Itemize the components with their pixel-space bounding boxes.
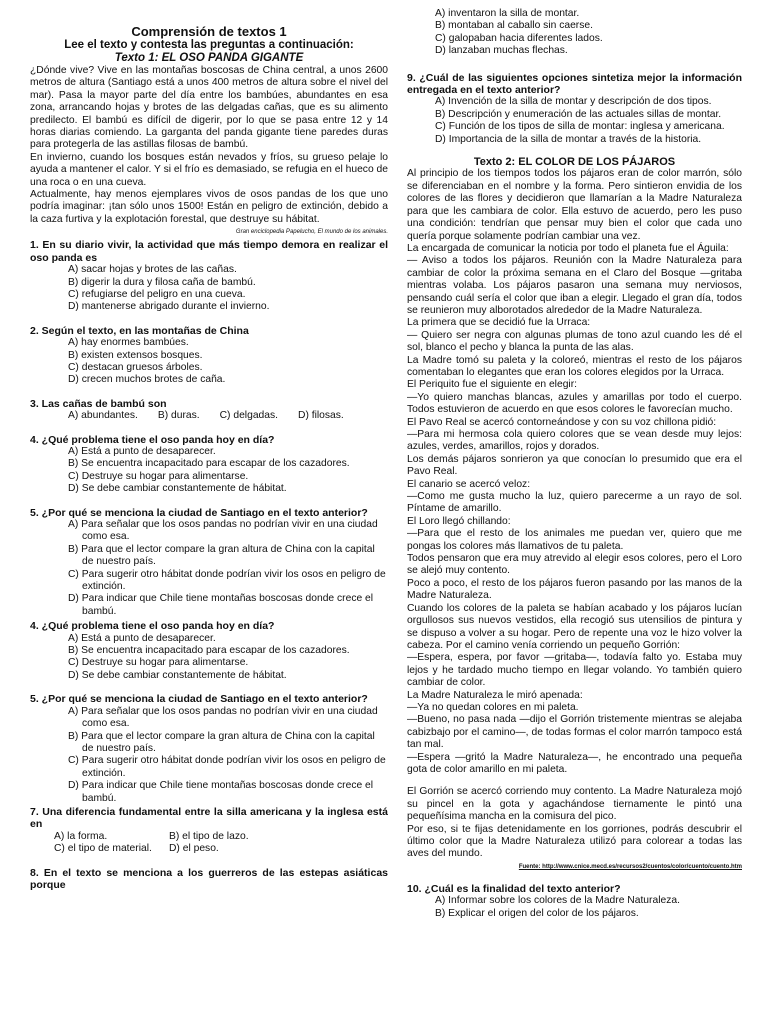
text2-line: —Para que el resto de los animales me puedan ver, quiero que me pongas los colores más llamativos de tu paleta. bbox=[407, 528, 742, 552]
answer-option[interactable]: B) Descripción y enumeración de las actuales sillas de montar. bbox=[435, 108, 722, 120]
answer-option[interactable]: A) Está a punto de desaparecer. bbox=[68, 632, 216, 644]
answer-option[interactable]: A) la forma. bbox=[54, 830, 108, 842]
answer-option[interactable]: C) destacan gruesos árboles. bbox=[68, 361, 203, 373]
answer-option[interactable]: D) filosas. bbox=[298, 410, 344, 422]
text2-line: Cuando los colores de la paleta se habían acabado y los pájaros lucían orgullosos sus nuevos vestidos, ella recogió sus utensilios de pintura y se dispuso a volver a su hogar. Pero de repente una voz le hizo volver la cabeza. Por el camino venía corriendo un pequeño Gorrión: bbox=[407, 602, 742, 651]
question-3: 3. Las cañas de bambú son bbox=[30, 397, 167, 410]
question-8: 8. En el texto se menciona a los guerreros de las estepas asiáticas porque bbox=[30, 866, 388, 891]
answer-option[interactable]: C) Para sugerir otro hábitat donde podrían vivir los osos en peligro de extinción. bbox=[68, 568, 386, 593]
text2-source[interactable]: Fuente: http://www.cnice.mecd.es/recursos2/cuentos/color/cuento/cuento.htm bbox=[518, 863, 742, 870]
text2-line: Todos pensaron que era muy atrevido al elegir esos colores, pero el Loro se alejó muy contento. bbox=[407, 553, 742, 577]
answer-option[interactable]: A) hay enormes bambúes. bbox=[68, 337, 189, 349]
answer-option[interactable]: B) digerir la dura y filosa caña de bambú. bbox=[68, 276, 256, 288]
text2-line: El Loro llegó chillando: bbox=[407, 515, 511, 527]
text1-source: Gran enciclopedia Papelucho, El mundo de los animales. bbox=[235, 229, 388, 236]
answer-option[interactable]: D) el peso. bbox=[169, 843, 219, 855]
answer-option[interactable]: A) sacar hojas y brotes de las cañas. bbox=[68, 264, 237, 276]
question-7: 7. Una diferencia fundamental entre la silla americana y la inglesa está en bbox=[30, 805, 388, 831]
text2-line: El Periquito fue el siguiente en elegir: bbox=[407, 379, 578, 391]
text2-line: —Espera —gritó la Madre Naturaleza—, he encontrado una pequeña gota de color amarillo en mi paleta. bbox=[407, 751, 742, 775]
answer-option[interactable]: B) Para que el lector compare la gran altura de China con la capital de nuestro país. bbox=[68, 730, 375, 754]
answer-option[interactable]: B) Se encuentra incapacitado para escapar de los cazadores. bbox=[68, 645, 350, 657]
answer-option[interactable]: D) Importancia de la silla de montar a través de la historia. bbox=[435, 133, 702, 145]
text2-line: El Gorrión se acercó corriendo muy contento. La Madre Naturaleza mojó su pincel en la gota y agachándose tiernamente le pintó una pequeñísima mancha en la comisura del pico. bbox=[407, 786, 742, 823]
answer-option[interactable]: D) Para indicar que Chile tiene montañas boscosas donde crece el bambú. bbox=[68, 593, 374, 617]
answer-option[interactable]: D) Se debe cambiar constantemente de hábitat. bbox=[68, 483, 287, 495]
text2-line: —Como me gusta mucho la luz, quiero parecerme a un rayo de sol. Píntame de amarillo. bbox=[407, 491, 742, 515]
answer-option[interactable]: B) existen extensos bosques. bbox=[68, 349, 203, 361]
answer-option[interactable]: C) el tipo de material. bbox=[54, 843, 152, 855]
answer-option[interactable]: C) refugiarse del peligro en una cueva. bbox=[68, 288, 246, 300]
question-1: 1. En su diario vivir, la actividad que más tiempo demora en realizar el oso panda es bbox=[30, 239, 388, 264]
answer-option[interactable]: C) Destruye su hogar para alimentarse. bbox=[68, 657, 249, 669]
text2-line: La encargada de comunicar la noticia por todo el planeta fue el Águila: bbox=[407, 242, 729, 254]
text2-line: Al principio de los tiempos todos los pájaros eran de color marrón, sólo se diferenciaban en el nombre y la forma. Pero sintieron envidia de los colores de las flores y decidieron que llamarían a la Madre Naturaleza para que les cambiara de color. Ella estuvo de acuerdo, pero les puso una condición: tendrían que pensar muy bien el color que cada uno quería porque solamente podrían cambiar una vez. bbox=[407, 168, 742, 242]
answer-option[interactable]: A) Invención de la silla de montar y descripción de dos tipos. bbox=[435, 96, 712, 108]
answer-option[interactable]: C) Para sugerir otro hábitat donde podrían vivir los osos en peligro de extinción. bbox=[68, 755, 386, 779]
text2-line: La Madre tomó su paleta y la coloreó, mientras el resto de los pájaros comentaban lo elegantes que eran los colores elegidos por la Urraca. bbox=[407, 354, 742, 378]
answer-option[interactable]: A) Para señalar que los osos pandas no podrían vivir en una ciudad como esa. bbox=[68, 705, 378, 730]
answer-option[interactable]: C) Destruye su hogar para alimentarse. bbox=[68, 470, 249, 482]
answer-option[interactable]: B) el tipo de lazo. bbox=[169, 830, 249, 842]
page-title: Comprensión de textos 1 bbox=[131, 24, 287, 39]
answer-option[interactable]: A) abundantes. bbox=[68, 410, 138, 422]
question-4-repeat: 4. ¿Qué problema tiene el oso panda hoy en día? bbox=[30, 620, 275, 633]
answer-option[interactable]: D) mantenerse abrigado durante el invierno. bbox=[68, 301, 270, 313]
answer-option[interactable]: A) Está a punto de desaparecer. bbox=[68, 445, 216, 457]
answer-option[interactable]: B) Explicar el origen del color de los pájaros. bbox=[435, 907, 639, 919]
text2-line: —Ya no quedan colores en mi paleta. bbox=[407, 701, 579, 713]
question-10: 10. ¿Cuál es la finalidad del texto anterior? bbox=[407, 882, 621, 895]
text1-paragraph: Actualmente, hay menos ejemplares vivos de osos pandas de los que uno podría imaginar: ¡tan sólo unos 1500! Están en peligro de extinción, debido a la caza furtiva y la explotación forestal, que destruye su hábitat. bbox=[30, 189, 388, 225]
answer-option[interactable]: A) inventaron la silla de montar. bbox=[435, 8, 580, 19]
text2-line: La Madre Naturaleza le miró apenada: bbox=[407, 689, 583, 701]
text2-line: —Para mi hermosa cola quiero colores que se vean desde muy lejos: azules, verdes, amarillos, rojos y dorados. bbox=[407, 429, 742, 453]
left-column bbox=[30, 24, 388, 891]
text2-line: —Bueno, no pasa nada —dijo el Gorrión tristemente mientras se alejaba cabizbajo por el camino—, de todas formas el color marrón tampoco está tan mal. bbox=[407, 714, 742, 751]
answer-option[interactable]: C) Función de los tipos de silla de montar: inglesa y americana. bbox=[435, 121, 725, 133]
text2-line: — Quiero ser negra con algunas plumas de tono azul cuando les dé el sol, blanco el pecho y blanca la punta de las alas. bbox=[407, 329, 742, 354]
answer-option[interactable]: A) Para señalar que los osos pandas no podrían vivir en una ciudad como esa. bbox=[68, 519, 378, 543]
text2-title: Texto 2: EL COLOR DE LOS PÁJAROS bbox=[473, 156, 676, 169]
answer-option[interactable]: D) Se debe cambiar constantemente de hábitat. bbox=[68, 669, 287, 681]
answer-option[interactable]: B) montaban al caballo sin caerse. bbox=[435, 20, 593, 32]
text2-line: La primera que se decidió fue la Urraca: bbox=[407, 317, 591, 329]
text2-line: Poco a poco, el resto de los pájaros fueron pasando por las manos de la Madre Naturaleza. bbox=[407, 577, 742, 602]
text2-line: El Pavo Real se acercó contorneándose y con su voz chillona pidió: bbox=[407, 416, 717, 428]
answer-option[interactable]: D) Para indicar que Chile tiene montañas boscosas donde crece el bambú. bbox=[68, 780, 374, 804]
text2-line: — Aviso a todos los pájaros. Reunión con la Madre Naturaleza para cambiar de color la próxima semana en el Claro del Bosque —gritaba mientras volaba. Los pájaros pasaron una semana muy nerviosos, pensando cuál sería el color que iban a elegir. Llegado el gran día, todos se reunieron muy alborotados alrededor de la Madre Naturaleza. bbox=[407, 255, 742, 316]
text1-paragraph: ¿Dónde vive? Vive en las montañas boscosas de China central, a unos 2600 metros de altura (Santiago está a unos 400 metros de altura sobre el nivel del mar). Pasa la mayor parte del día entre los bambúes, abundantes en esa zona, arrancando hojas y brotes de las delgadas cañas, que es su alimento predilecto. El bambú es difícil de digerir, por lo que se pasa entre 12 y 14 horas diarias comiendo. La garganta del panda gigante tiene paredes duras para protegerla de las astillas filosas de bambú. bbox=[30, 65, 388, 151]
question-9: 9. ¿Cuál de las siguientes opciones sintetiza mejor la información entregada en el texto anterior? bbox=[407, 71, 742, 97]
instructions: Lee el texto y contesta las preguntas a continuación: bbox=[64, 39, 354, 51]
answer-option[interactable]: C) delgadas. bbox=[219, 410, 279, 422]
question-4: 4. ¿Qué problema tiene el oso panda hoy en día? bbox=[30, 433, 275, 446]
text2-line: El canario se acercó veloz: bbox=[407, 478, 531, 490]
right-column bbox=[407, 8, 742, 920]
answer-option[interactable]: D) crecen muchos brotes de caña. bbox=[68, 374, 226, 386]
answer-option[interactable]: C) galopaban hacia diferentes lados. bbox=[435, 32, 603, 44]
answer-option[interactable]: B) Para que el lector compare la gran altura de China con la capital de nuestro país. bbox=[68, 543, 375, 568]
text1-paragraph: En invierno, cuando los bosques están nevados y fríos, su grueso pelaje lo ayuda a mantener el calor. Y si el frío es demasiado, se refugia en el hueco de una roca o en una cueva. bbox=[30, 151, 388, 188]
text1-title: Texto 1: EL OSO PANDA GIGANTE bbox=[114, 52, 304, 64]
text2-line: Los demás pájaros sonrieron ya que conocían lo presumido que era el Pavo Real. bbox=[407, 453, 742, 478]
question-5: 5. ¿Por qué se menciona la ciudad de Santiago en el texto anterior? bbox=[30, 506, 368, 519]
question-2: 2. Según el texto, en las montañas de China bbox=[30, 324, 249, 337]
answer-option[interactable]: A) Informar sobre los colores de la Madre Naturaleza. bbox=[435, 895, 680, 907]
answer-option[interactable]: B) Se encuentra incapacitado para escapar de los cazadores. bbox=[68, 458, 350, 470]
text2-line: —Yo quiero manchas blancas, azules y amarillas por todo el cuerpo. Todos estuvieron de acuerdo en que esos colores le favorecían mucho. bbox=[407, 391, 742, 416]
text2-line: Por eso, si te fijas detenidamente en los gorriones, podrás descubrir el último color que la Madre Naturaleza utilizó para colorear a todas las aves del mundo. bbox=[407, 823, 742, 860]
text2-line: —Espera, espera, por favor —gritaba—, todavía falto yo. Estaba muy lejos y he tardado mucho tiempo en llegar volando. Yo también quiero cambiar de color. bbox=[407, 652, 742, 689]
answer-option[interactable]: B) duras. bbox=[157, 410, 200, 422]
answer-option[interactable]: D) lanzaban muchas flechas. bbox=[435, 45, 568, 57]
question-5-repeat: 5. ¿Por qué se menciona la ciudad de Santiago en el texto anterior? bbox=[30, 693, 368, 706]
text2-body bbox=[407, 168, 742, 860]
